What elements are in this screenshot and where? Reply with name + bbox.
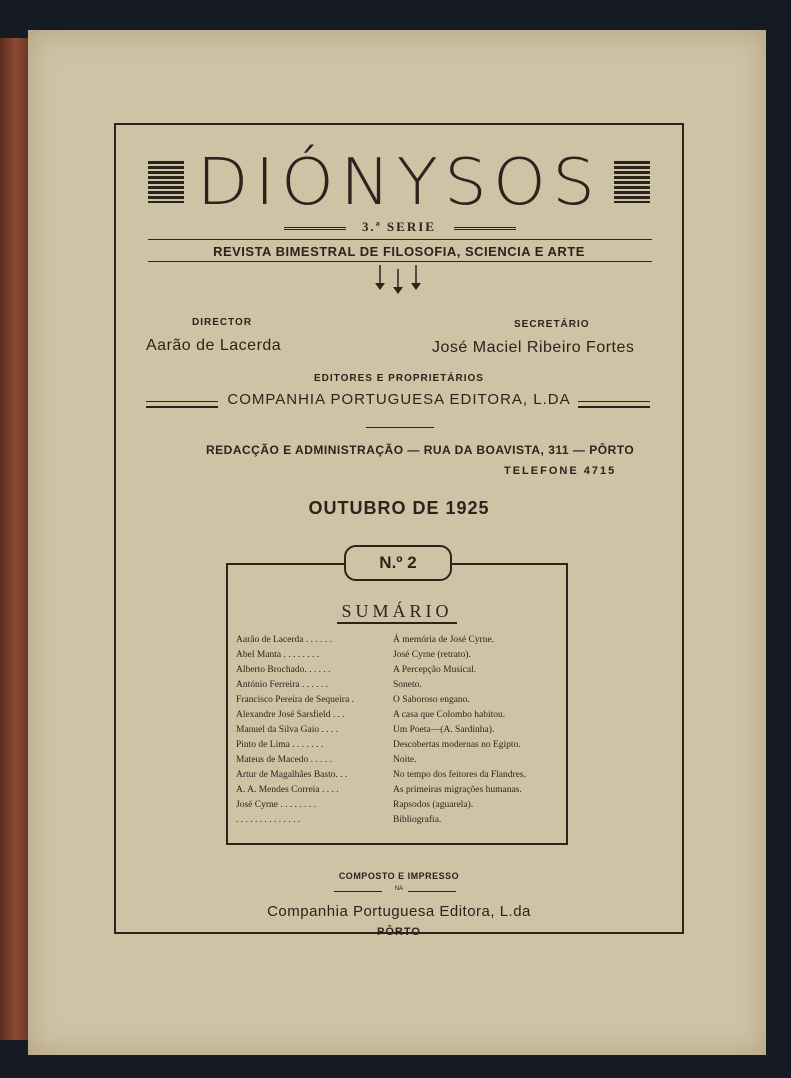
subtitle-rule-bottom (148, 261, 652, 262)
publisher-rule-right (578, 401, 650, 408)
title-ornament-right (614, 161, 650, 203)
secretary-name: José Maciel Ribeiro Fortes (432, 339, 635, 356)
subtitle-rule-top (148, 239, 652, 240)
serie-rule-right (454, 227, 516, 230)
summary-heading: SUMÁRIO (228, 601, 566, 622)
list-item: Artur de Magalhães Basto. . . No tempo dos feitores da Flandres. (236, 770, 526, 780)
issue-date: OUTUBRO DE 1925 (308, 498, 490, 518)
director-name: Aarão de Lacerda (146, 337, 282, 354)
masthead (116, 146, 682, 220)
publisher-name: COMPANHIA PORTUGUESA EDITORA, L.DA (227, 391, 571, 408)
list-item: José Cyrne . . . . . . . . Rapsodos (aguarela). (236, 800, 474, 810)
cover-frame (114, 123, 684, 938)
printer-name: Companhia Portuguesa Editora, L.da (267, 903, 531, 920)
list-item: Manuel da Silva Gaio . . . . Um Poeta—(A. Sardinha). (236, 725, 495, 735)
composed-label: COMPOSTO E IMPRESSO (338, 871, 460, 881)
list-item: Alexandre José Sarsfield . . . A casa que Colombo habitou. (236, 710, 506, 720)
list-item: Aarão de Lacerda . . . . . . Á memória de José Cyrne. (236, 635, 495, 645)
director-label: DIRECTOR (192, 317, 253, 328)
table-of-contents (236, 633, 560, 828)
summary-box (226, 553, 568, 845)
list-item: Alberto Brochado. . . . . . A Percepção Musical. (236, 665, 477, 675)
telephone: TELEFONE 4715 (504, 465, 617, 477)
journal-cover-page (28, 30, 766, 1055)
divider (366, 427, 434, 428)
publisher-label: EDITORES E PROPRIETÁRIOS (314, 373, 484, 384)
serie-label: 3.ª SERIE (362, 219, 436, 234)
list-item: Abel Manta . . . . . . . . José Cyrne (retrato). (236, 650, 471, 660)
list-item: Pinto de Lima . . . . . . . Descobertas modernas no Egipto. (236, 740, 521, 750)
arrow-down-icon (410, 265, 422, 291)
issue-number-badge: N.º 2 (344, 545, 452, 581)
list-item: A. A. Mendes Correia . . . . As primeiras migrações humanas. (236, 785, 522, 795)
journal-subtitle: REVISTA BIMESTRAL DE FILOSOFIA, SCIENCIA E ARTE (213, 244, 585, 259)
footer-rule-right (408, 891, 456, 892)
journal-title: DIÓNYSOS (196, 146, 602, 220)
list-item: Francisco Pereira de Sequeira . O Saboroso engano. (236, 695, 470, 705)
na-label: NA (394, 886, 404, 892)
arrow-down-icon (374, 265, 386, 291)
arrow-down-icon (392, 269, 404, 295)
secretary-label: SECRETÁRIO (514, 319, 590, 330)
list-item: . . . . . . . . . . . . . . Bibliografia. (236, 815, 442, 825)
list-item: António Ferreira . . . . . . Soneto. (236, 680, 422, 690)
list-item: Mateus de Macedo . . . . . Noite. (236, 755, 417, 765)
printer-city: PÔRTO (377, 926, 421, 938)
address-line: REDACÇÃO E ADMINISTRAÇÃO — RUA DA BOAVISTA, 311 — PÔRTO (206, 443, 635, 457)
